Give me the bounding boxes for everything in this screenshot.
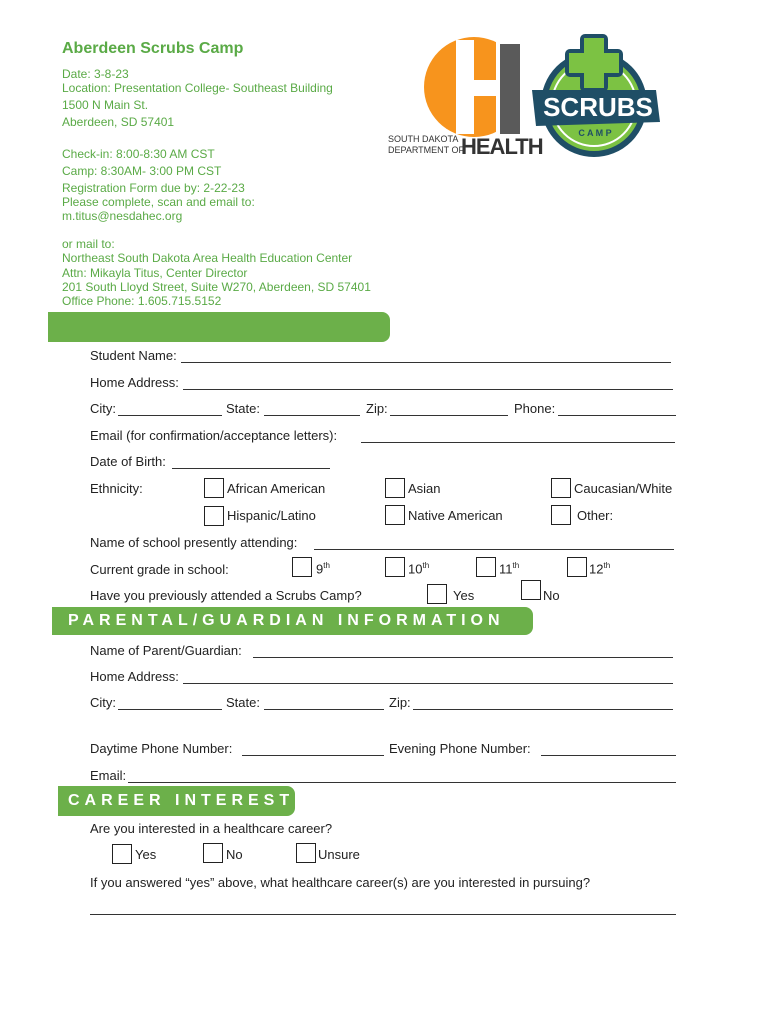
scrubs-logo-word: SCRUBS: [543, 92, 653, 122]
attended-label: Have you previously attended a Scrubs Camp?: [90, 588, 362, 603]
student-name-field[interactable]: [181, 362, 671, 363]
zip-field[interactable]: [390, 415, 508, 416]
parent-heading: PARENTAL/GUARDIAN INFORMATION: [52, 607, 533, 635]
mail-intro: or mail to:: [62, 237, 115, 251]
event-date: Date: 3-8-23: [62, 67, 129, 81]
camp-time: Camp: 8:30AM- 3:00 PM CST: [62, 164, 222, 178]
checkin-time: Check-in: 8:00-8:30 AM CST: [62, 147, 215, 161]
grade-label: Current grade in school:: [90, 562, 229, 577]
career-yes-label: Yes: [135, 847, 157, 862]
ethnicity-caucasian-checkbox[interactable]: [551, 478, 571, 498]
career-followup-field[interactable]: [90, 914, 676, 915]
ethnicity-other-checkbox[interactable]: [551, 505, 571, 525]
career-question: Are you interested in a healthcare career?: [90, 821, 333, 836]
submit-instructions: Please complete, scan and email to:: [62, 195, 255, 209]
health-logo-line1: SOUTH DAKOTA: [388, 134, 459, 144]
state-label: State:: [226, 401, 260, 416]
parent-zip-field[interactable]: [413, 709, 673, 710]
school-field[interactable]: [314, 549, 674, 550]
day-phone-field[interactable]: [242, 755, 384, 756]
attended-yes-label: Yes: [453, 588, 475, 603]
health-logo-line2: DEPARTMENT OF: [388, 145, 465, 155]
parent-address-label: Home Address:: [90, 669, 179, 684]
grade-10-label: 10th: [408, 561, 430, 577]
home-address-label: Home Address:: [90, 375, 179, 390]
school-label: Name of school presently attending:: [90, 535, 298, 550]
parent-state-label: State:: [226, 695, 260, 710]
career-unsure-checkbox[interactable]: [296, 843, 316, 863]
camp-logo-word: C A M P: [578, 128, 612, 138]
state-field[interactable]: [264, 415, 360, 416]
ethnicity-native-label: Native American: [408, 508, 503, 523]
grade-9-checkbox[interactable]: [292, 557, 312, 577]
parent-state-field[interactable]: [264, 709, 384, 710]
ethnicity-caucasian-label: Caucasian/White: [574, 481, 673, 496]
student-info-band: [48, 312, 390, 342]
parent-city-field[interactable]: [118, 709, 222, 710]
parent-zip-label: Zip:: [389, 695, 411, 710]
scrubs-camp-logo: [530, 34, 664, 158]
parent-address-field[interactable]: [183, 683, 673, 684]
ethnicity-african-checkbox[interactable]: [204, 478, 224, 498]
ethnicity-hispanic-label: Hispanic/Latino: [227, 508, 316, 523]
attended-no-label: No: [543, 588, 560, 603]
attended-yes-checkbox[interactable]: [427, 584, 447, 604]
dob-field[interactable]: [172, 468, 330, 469]
grade-11-checkbox[interactable]: [476, 557, 496, 577]
student-name-label: Student Name:: [90, 348, 177, 363]
mail-street: 201 South Lloyd Street, Suite W270, Aberdeen, SD 57401: [62, 280, 371, 294]
city-field[interactable]: [118, 415, 222, 416]
ethnicity-african-label: African American: [227, 481, 326, 496]
parent-email-field[interactable]: [128, 782, 676, 783]
grade-9-label: 9th: [316, 561, 330, 577]
ethnicity-hispanic-checkbox[interactable]: [204, 506, 224, 526]
office-phone: Office Phone: 1.605.715.5152: [62, 294, 222, 308]
email-label: Email (for confirmation/acceptance letters):: [90, 428, 338, 443]
eve-phone-field[interactable]: [541, 755, 676, 756]
event-address-line1: 1500 N Main St.: [62, 98, 149, 112]
grade-12-checkbox[interactable]: [567, 557, 587, 577]
phone-label: Phone:: [514, 401, 556, 416]
grade-12-label: 12th: [589, 561, 611, 577]
ethnicity-native-checkbox[interactable]: [385, 505, 405, 525]
parent-name-field[interactable]: [253, 657, 673, 658]
event-location: Location: Presentation College- Southeast Building: [62, 81, 333, 95]
ethnicity-other-label: Other:: [577, 508, 614, 523]
health-logo-word: HEALTH: [461, 134, 543, 159]
ethnicity-label: Ethnicity:: [90, 481, 143, 496]
grade-10-checkbox[interactable]: [385, 557, 405, 577]
career-no-checkbox[interactable]: [203, 843, 223, 863]
contact-email: m.titus@nesdahec.org: [62, 209, 183, 223]
ethnicity-asian-label: Asian: [408, 481, 441, 496]
event-address-line2: Aberdeen, SD 57401: [62, 115, 175, 129]
sd-health-logo: [388, 36, 543, 160]
mail-org: Northeast South Dakota Area Health Education Center: [62, 251, 353, 265]
mail-attn: Attn: Mikayla Titus, Center Director: [62, 266, 248, 280]
career-heading: CAREER INTEREST: [58, 786, 295, 816]
career-unsure-label: Unsure: [318, 847, 360, 862]
registration-due: Registration Form due by: 2-22-23: [62, 181, 245, 195]
dob-label: Date of Birth:: [90, 454, 166, 469]
parent-city-label: City:: [90, 695, 116, 710]
parent-name-label: Name of Parent/Guardian:: [90, 643, 242, 658]
attended-no-checkbox[interactable]: [521, 580, 541, 600]
ethnicity-asian-checkbox[interactable]: [385, 478, 405, 498]
grade-11-label: 11th: [499, 561, 520, 577]
email-field[interactable]: [361, 442, 675, 443]
city-label: City:: [90, 401, 116, 416]
day-phone-label: Daytime Phone Number:: [90, 741, 233, 756]
home-address-field[interactable]: [183, 389, 673, 390]
career-followup: If you answered “yes” above, what healthcare career(s) are you interested in pursuing?: [90, 875, 591, 890]
eve-phone-label: Evening Phone Number:: [389, 741, 531, 756]
phone-field[interactable]: [558, 415, 676, 416]
parent-email-label: Email:: [90, 768, 127, 783]
zip-label: Zip:: [366, 401, 388, 416]
career-yes-checkbox[interactable]: [112, 844, 132, 864]
career-no-label: No: [226, 847, 243, 862]
camp-title: Aberdeen Scrubs Camp: [62, 40, 244, 57]
